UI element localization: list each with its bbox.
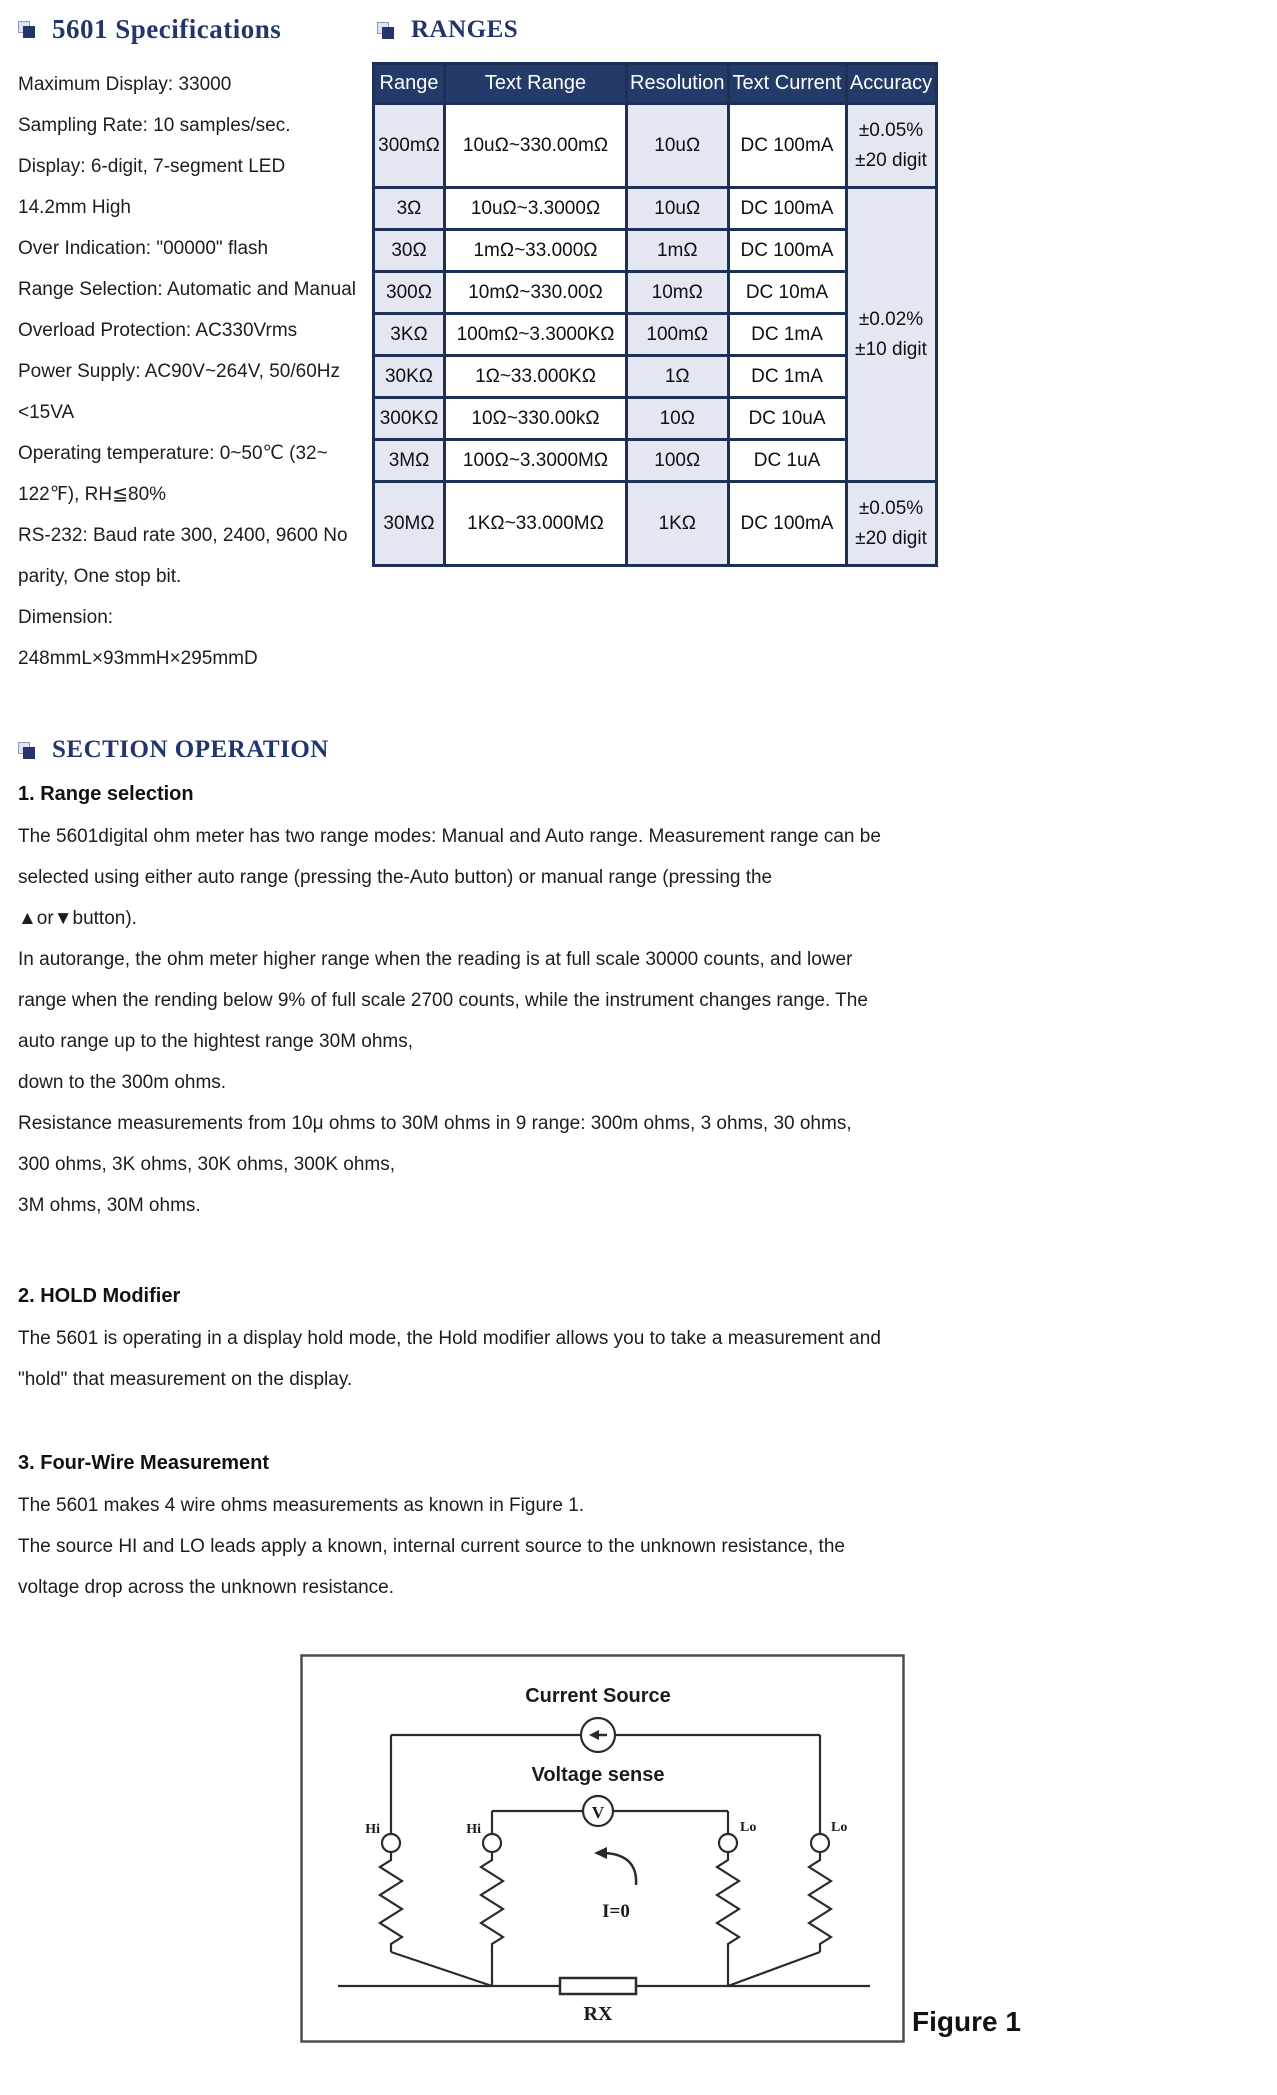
body-line: 300 ohms, 3K ohms, 30K ohms, 300K ohms, [18, 1154, 396, 1175]
cell-accuracy: ±0.05% ±20 digit [846, 482, 936, 566]
resistor-zigzag [481, 1852, 503, 1952]
spec-line: Operating temperature: 0~50℃ (32~ [18, 443, 328, 464]
subsection-hold-modifier [18, 1274, 1258, 1400]
body-line: The source HI and LO leads apply a known, internal current source to the unknown resistance, the [18, 1536, 845, 1557]
specifications-heading-text: 5601 Specifications [52, 14, 282, 44]
body-line: Resistance measurements from 10μ ohms to 30M ohms in 9 range: 300m ohms, 3 ohms, 30 ohms, [18, 1113, 852, 1134]
body-line: 3M ohms, 30M ohms. [18, 1195, 201, 1216]
cell-text-range: 10uΩ~330.00mΩ [445, 104, 627, 188]
spec-line: Maximum Display: 33000 [18, 74, 232, 95]
body-line: ▲or▼button). [18, 908, 137, 929]
ranges-table [372, 62, 938, 567]
spec-line: Display: 6-digit, 7-segment LED [18, 156, 286, 177]
col-header-text-range: Text Range [445, 64, 627, 104]
spec-line: 248mmL×93mmH×295mmD [18, 648, 258, 669]
i-zero-arrowhead [594, 1847, 607, 1859]
subsection-title: 1. Range selection [18, 783, 194, 805]
cell-text-current: DC 1mA [728, 314, 846, 356]
spec-line: RS-232: Baud rate 300, 2400, 9600 No [18, 525, 348, 546]
i-zero-label: I=0 [602, 1901, 630, 1922]
body-line: selected using either auto range (pressing the-Auto button) or manual range (pressing the [18, 867, 773, 888]
specifications-list [18, 64, 374, 679]
resistor-zigzag [717, 1852, 739, 1952]
cell-text-current: DC 10uA [728, 398, 846, 440]
body-line: The 5601 makes 4 wire ohms measurements as known in Figure 1. [18, 1495, 585, 1516]
resistor-zigzag [809, 1852, 831, 1952]
col-header-resolution: Resolution [627, 64, 729, 104]
cell-text-current: DC 100mA [728, 104, 846, 188]
spec-line: <15VA [18, 402, 75, 423]
cell-resolution: 10uΩ [627, 188, 729, 230]
voltage-sense-label: Voltage sense [531, 1764, 665, 1786]
body-line: range when the rending below 9% of full scale 2700 counts, while the instrument changes range. The [18, 990, 868, 1011]
circuit-diagram-svg [300, 1654, 905, 2043]
col-header-accuracy: Accuracy [846, 64, 936, 104]
table-row [374, 482, 937, 566]
section-bullet-icon [18, 741, 37, 760]
spec-line: 122℉), RH≦80% [18, 484, 167, 505]
subsection-title: 3. Four-Wire Measurement [18, 1452, 269, 1474]
figure-caption: Figure 1 [912, 2006, 1021, 2037]
table-row [374, 104, 937, 188]
terminal-hi-outer [382, 1834, 400, 1852]
subsection-range-selection [18, 772, 1258, 1226]
lo-outer-label: Lo [831, 1820, 848, 1835]
operation-heading-text: SECTION OPERATION [52, 736, 329, 763]
col-header-text-current: Text Current [728, 64, 846, 104]
lo-inner-label: Lo [740, 1820, 757, 1835]
subsection-body [18, 816, 1258, 1226]
subsection-body [18, 1485, 1258, 1608]
subsection-title: 2. HOLD Modifier [18, 1285, 181, 1307]
cell-range: 300Ω [374, 272, 445, 314]
body-line: In autorange, the ohm meter higher range when the reading is at full scale 30000 counts, and lower [18, 949, 853, 970]
figure-1-diagram [300, 1654, 905, 2043]
cell-text-range: 10uΩ~3.3000Ω [445, 188, 627, 230]
cell-text-range: 10mΩ~330.00Ω [445, 272, 627, 314]
cell-text-current: DC 1mA [728, 356, 846, 398]
body-line: The 5601digital ohm meter has two range modes: Manual and Auto range. Measurement range can be [18, 826, 881, 847]
cell-text-range: 1KΩ~33.000MΩ [445, 482, 627, 566]
ranges-heading [377, 16, 518, 44]
body-line: down to the 300m ohms. [18, 1072, 227, 1093]
operation-heading [18, 736, 329, 764]
spec-line: Dimension: [18, 607, 114, 628]
cell-text-range: 100Ω~3.3000MΩ [445, 440, 627, 482]
cell-text-range: 100mΩ~3.3000KΩ [445, 314, 627, 356]
wire [391, 1952, 492, 1986]
cell-range: 30MΩ [374, 482, 445, 566]
current-source-label: Current Source [525, 1685, 671, 1707]
cell-resolution: 10Ω [627, 398, 729, 440]
rx-resistor-box [560, 1978, 636, 1994]
cell-range: 300KΩ [374, 398, 445, 440]
cell-text-current: DC 10mA [728, 272, 846, 314]
hi-outer-label: Hi [365, 1822, 380, 1837]
cell-range: 3KΩ [374, 314, 445, 356]
body-line: voltage drop across the unknown resistance. [18, 1577, 394, 1598]
spec-line: Power Supply: AC90V~264V, 50/60Hz [18, 361, 340, 382]
ranges-heading-text: RANGES [411, 16, 519, 43]
section-bullet-icon [377, 21, 396, 40]
cell-text-range: 10Ω~330.00kΩ [445, 398, 627, 440]
body-line: "hold" that measurement on the display. [18, 1369, 353, 1390]
cell-range: 30Ω [374, 230, 445, 272]
rx-label: RX [583, 2003, 613, 2025]
cell-text-current: DC 1uA [728, 440, 846, 482]
cell-text-range: 1Ω~33.000KΩ [445, 356, 627, 398]
section-bullet-icon [18, 20, 37, 39]
voltmeter-letter: V [591, 1803, 605, 1822]
cell-text-current: DC 100mA [728, 188, 846, 230]
cell-accuracy: ±0.05% ±20 digit [846, 104, 936, 188]
cell-resolution: 1KΩ [627, 482, 729, 566]
subsection-four-wire [18, 1441, 1258, 1608]
col-header-range: Range [374, 64, 445, 104]
spec-line: 14.2mm High [18, 197, 131, 218]
body-line: The 5601 is operating in a display hold mode, the Hold modifier allows you to take a measurement and [18, 1328, 881, 1349]
spec-line: Sampling Rate: 10 samples/sec. [18, 115, 291, 136]
spec-line: Over Indication: "00000" flash [18, 238, 269, 259]
cell-resolution: 10uΩ [627, 104, 729, 188]
resistor-zigzag [380, 1852, 402, 1952]
terminal-lo-inner [719, 1834, 737, 1852]
i-zero-arrow [605, 1853, 636, 1885]
cell-range: 3Ω [374, 188, 445, 230]
terminal-lo-outer [811, 1834, 829, 1852]
cell-resolution: 1Ω [627, 356, 729, 398]
hi-inner-label: Hi [466, 1822, 481, 1837]
spec-line: Range Selection: Automatic and Manual [18, 279, 356, 300]
cell-text-current: DC 100mA [728, 482, 846, 566]
cell-range: 30KΩ [374, 356, 445, 398]
table-header-row [374, 64, 937, 104]
cell-accuracy-merged: ±0.02% ±10 digit [846, 188, 936, 482]
cell-text-current: DC 100mA [728, 230, 846, 272]
cell-text-range: 1mΩ~33.000Ω [445, 230, 627, 272]
body-line: auto range up to the hightest range 30M ohms, [18, 1031, 414, 1052]
cell-resolution: 10mΩ [627, 272, 729, 314]
spec-line: parity, One stop bit. [18, 566, 182, 587]
spec-line: Overload Protection: AC330Vrms [18, 320, 298, 341]
terminal-hi-inner [483, 1834, 501, 1852]
cell-range: 3MΩ [374, 440, 445, 482]
specifications-heading [18, 14, 281, 45]
cell-resolution: 100Ω [627, 440, 729, 482]
cell-range: 300mΩ [374, 104, 445, 188]
cell-resolution: 1mΩ [627, 230, 729, 272]
subsection-body [18, 1318, 1258, 1400]
table-row [374, 188, 937, 230]
wire [728, 1952, 820, 1986]
cell-resolution: 100mΩ [627, 314, 729, 356]
